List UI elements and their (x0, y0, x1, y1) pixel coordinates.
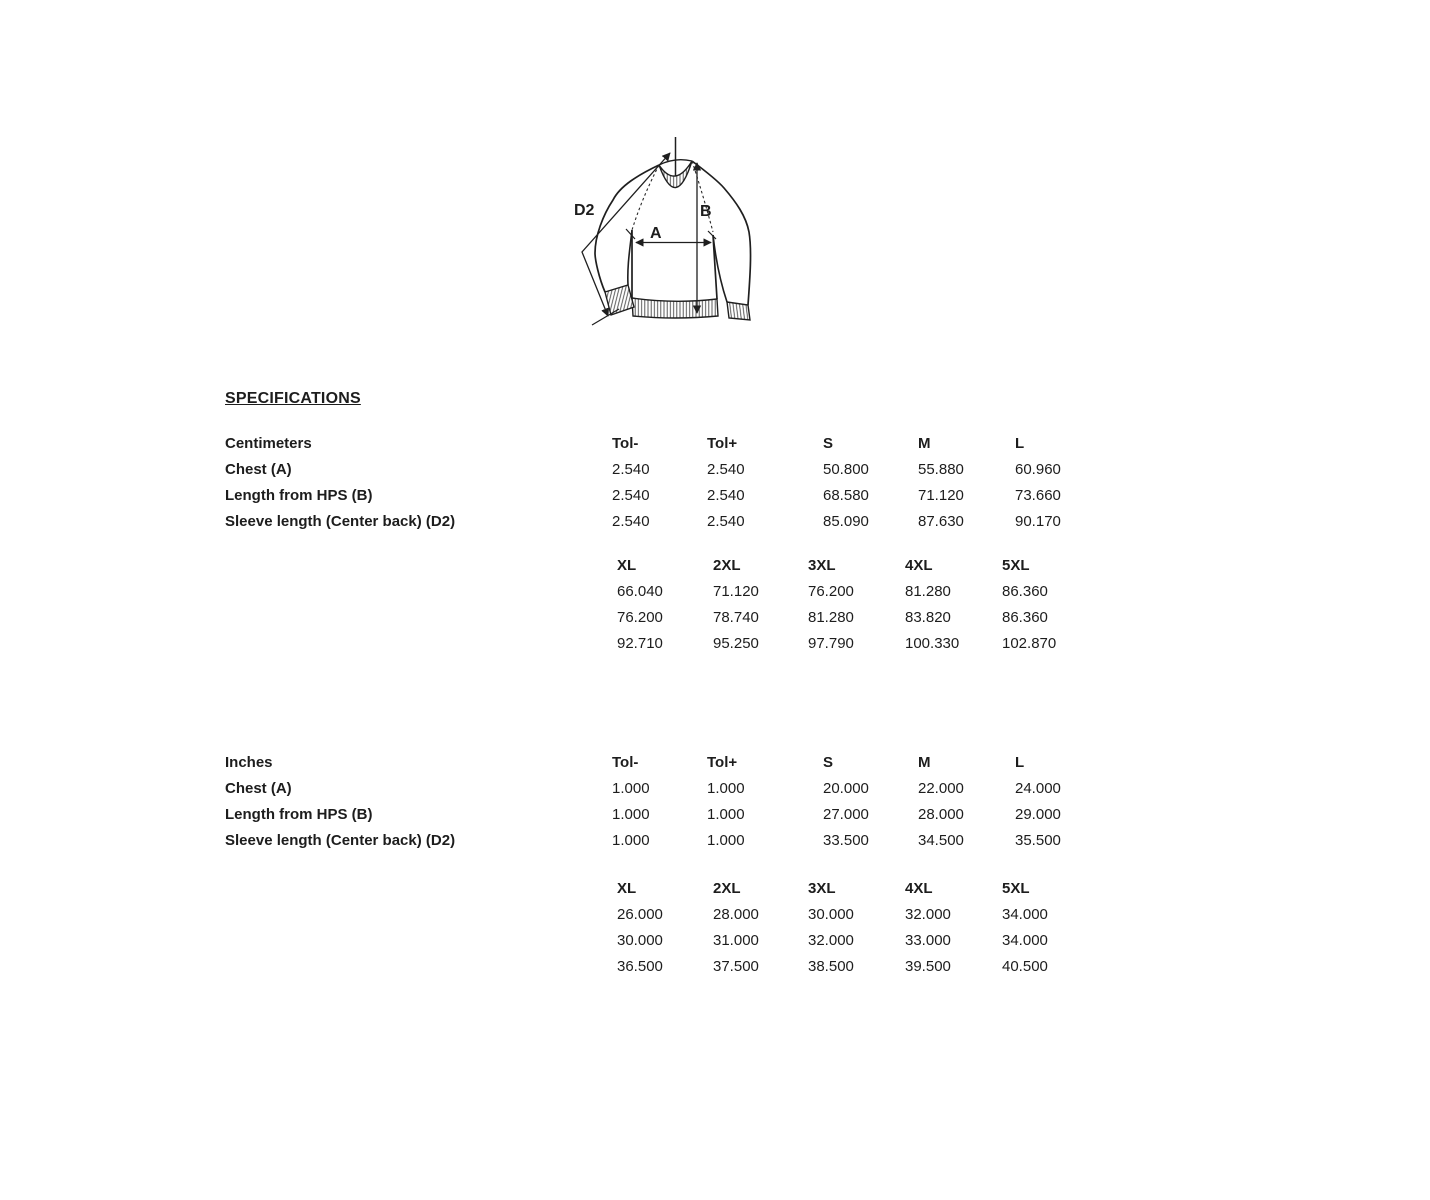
inch-cell: 38.500 (808, 958, 854, 975)
inches-table-base (225, 750, 1430, 854)
diagram-label-a: A (650, 225, 662, 242)
cm-cell: 86.360 (1002, 583, 1048, 600)
inch-col-header: M (918, 754, 931, 771)
cm-col-header: 3XL (808, 557, 836, 574)
cm-row-label: Sleeve length (Center back) (D2) (225, 513, 456, 530)
cm-cell: 83.820 (905, 609, 951, 626)
hem-band (632, 298, 718, 318)
cm-cell: 102.870 (1002, 635, 1057, 652)
cm-col-header: L (1015, 435, 1025, 452)
inches-table-extended (225, 876, 1430, 980)
inch-cell: 36.500 (617, 958, 663, 975)
inch-cell: 32.000 (905, 906, 951, 923)
cm-cell: 2.540 (612, 487, 650, 504)
specifications-heading: SPECIFICATIONS (225, 390, 361, 407)
cm-cell: 81.280 (905, 583, 951, 600)
inch-cell: 40.500 (1002, 958, 1048, 975)
inch-col-header: 4XL (905, 880, 933, 897)
cm-col-header: 4XL (905, 557, 933, 574)
cm-table-extended (225, 553, 1430, 657)
cm-cell: 2.540 (707, 461, 745, 478)
cm-cell: 2.540 (707, 487, 745, 504)
inch-cell: 34.500 (918, 832, 964, 849)
cm-cell: 95.250 (713, 635, 759, 652)
cm-cell: 76.200 (617, 609, 663, 626)
inch-row-label: Length from HPS (B) (225, 806, 373, 823)
cm-col-header: Tol- (612, 435, 639, 452)
inch-cell: 28.000 (713, 906, 759, 923)
inch-col-header: 2XL (713, 880, 741, 897)
inch-cell: 33.500 (823, 832, 869, 849)
inch-col-header: Tol- (612, 754, 639, 771)
inch-col-header: 3XL (808, 880, 836, 897)
cm-col-header: XL (617, 557, 637, 574)
cm-cell: 68.580 (823, 487, 869, 504)
inch-cell: 28.000 (918, 806, 964, 823)
cm-col-header: 5XL (1002, 557, 1030, 574)
cm-cell: 76.200 (808, 583, 854, 600)
inch-cell: 31.000 (713, 932, 759, 949)
cm-cell: 50.800 (823, 461, 869, 478)
cm-col-header: M (918, 435, 931, 452)
cm-unit-label: Centimeters (225, 435, 312, 452)
cm-cell: 81.280 (808, 609, 854, 626)
cm-cell: 55.880 (918, 461, 964, 478)
inch-col-header: S (823, 754, 834, 771)
cm-cell: 92.710 (617, 635, 663, 652)
inch-cell: 32.000 (808, 932, 854, 949)
cm-cell: 71.120 (713, 583, 759, 600)
inch-cell: 22.000 (918, 780, 964, 797)
cm-cell: 73.660 (1015, 487, 1061, 504)
inch-col-header: L (1015, 754, 1025, 771)
sweatshirt-measurement-diagram (528, 118, 828, 343)
inch-cell: 27.000 (823, 806, 869, 823)
inch-row-label: Chest (A) (225, 780, 292, 797)
cm-table-base (225, 431, 1430, 535)
cm-cell: 2.540 (707, 513, 745, 530)
inch-cell: 1.000 (612, 780, 650, 797)
inch-cell: 1.000 (612, 806, 650, 823)
inch-cell: 39.500 (905, 958, 951, 975)
cm-col-header: Tol+ (707, 435, 738, 452)
cm-cell: 85.090 (823, 513, 869, 530)
cm-cell: 78.740 (713, 609, 759, 626)
inch-cell: 1.000 (707, 832, 745, 849)
cm-cell: 87.630 (918, 513, 964, 530)
right-cuff (727, 302, 750, 320)
inch-col-header: Tol+ (707, 754, 738, 771)
inch-cell: 1.000 (612, 832, 650, 849)
diagram-label-d2: D2 (574, 202, 595, 219)
cm-cell: 71.120 (918, 487, 964, 504)
inch-cell: 35.500 (1015, 832, 1061, 849)
cm-row-label: Chest (A) (225, 461, 292, 478)
cm-cell: 60.960 (1015, 461, 1061, 478)
inch-cell: 24.000 (1015, 780, 1061, 797)
inch-cell: 29.000 (1015, 806, 1061, 823)
inch-cell: 34.000 (1002, 932, 1048, 949)
inch-cell: 33.000 (905, 932, 951, 949)
inch-unit-label: Inches (225, 754, 273, 771)
inch-cell: 20.000 (823, 780, 869, 797)
inch-col-header: XL (617, 880, 637, 897)
inch-cell: 30.000 (617, 932, 663, 949)
inch-cell: 34.000 (1002, 906, 1048, 923)
inch-col-header: 5XL (1002, 880, 1030, 897)
cm-cell: 100.330 (905, 635, 960, 652)
inch-cell: 1.000 (707, 806, 745, 823)
inch-cell: 30.000 (808, 906, 854, 923)
cm-row-label: Length from HPS (B) (225, 487, 373, 504)
cm-cell: 2.540 (612, 461, 650, 478)
inch-row-label: Sleeve length (Center back) (D2) (225, 832, 456, 849)
cm-cell: 86.360 (1002, 609, 1048, 626)
inch-cell: 1.000 (707, 780, 745, 797)
cm-col-header: S (823, 435, 834, 452)
inch-cell: 37.500 (713, 958, 759, 975)
inch-cell: 26.000 (617, 906, 663, 923)
cm-col-header: 2XL (713, 557, 741, 574)
diagram-label-b: B (700, 203, 712, 220)
cm-cell: 2.540 (612, 513, 650, 530)
cm-cell: 97.790 (808, 635, 854, 652)
cm-cell: 90.170 (1015, 513, 1061, 530)
cm-cell: 66.040 (617, 583, 663, 600)
